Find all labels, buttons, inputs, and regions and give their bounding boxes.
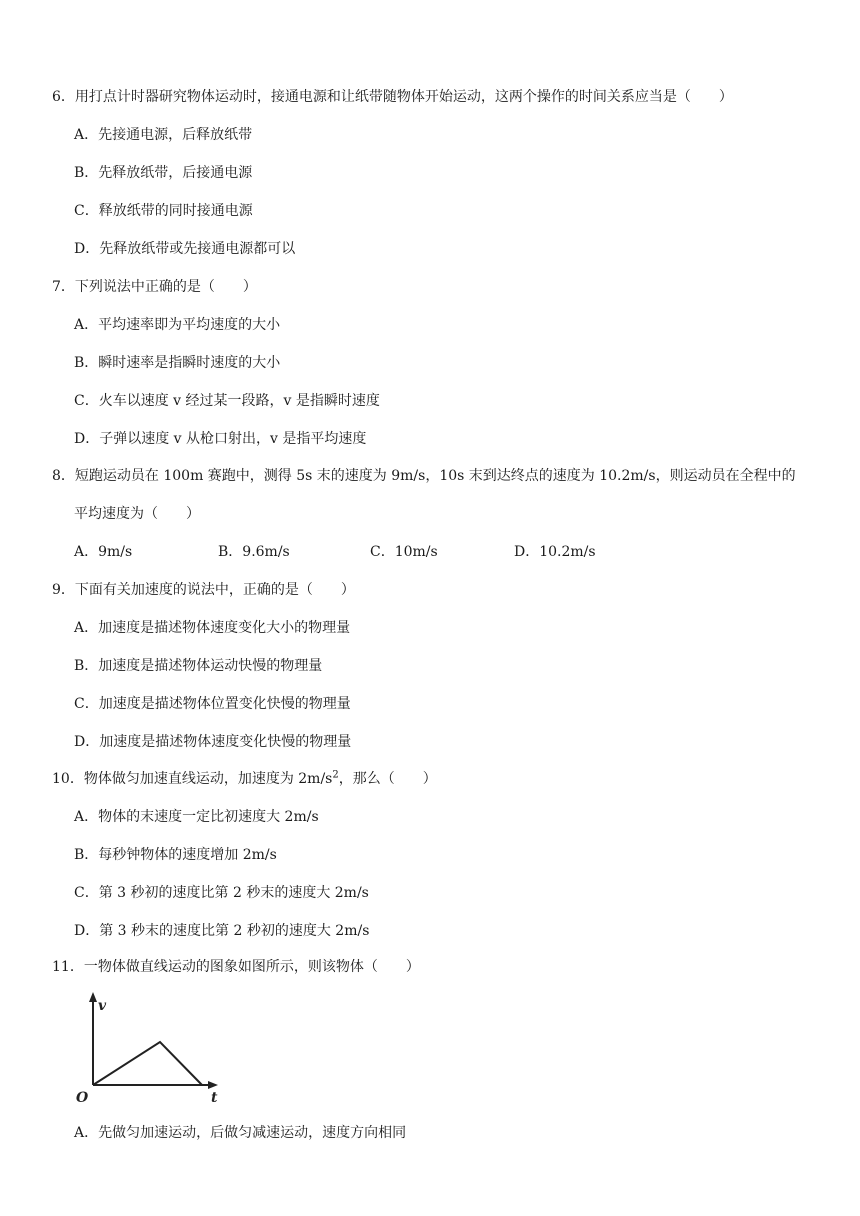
question-8-stem-continued: 平均速度为（ ） [74,506,200,522]
question-10-option-c: C．第 3 秒初的速度比第 2 秒末的速度大 2m/s [74,885,369,901]
question-9-option-d: D．加速度是描述物体速度变化快慢的物理量 [74,734,352,750]
question-6-option-d: D．先释放纸带或先接通电源都可以 [74,241,296,257]
v-axis-arrow [89,992,97,1002]
question-8-option-c: C．10m/s [370,544,438,560]
question-9-option-a: A．加速度是描述物体速度变化大小的物理量 [74,620,351,636]
question-10-stem [52,770,437,788]
question-6-stem: 6．用打点计时器研究物体运动时，接通电源和让纸带随物体开始运动，这两个操作的时间关系应当是（ ） [52,89,733,105]
question-11-option-a: A．先做匀加速运动，后做匀减速运动，速度方向相同 [74,1125,407,1141]
question-10-stem-tail: ，那么（ ） [338,771,437,787]
question-9-option-b: B．加速度是描述物体运动快慢的物理量 [74,658,323,674]
question-6-option-a: A．先接通电源，后释放纸带 [74,127,253,143]
question-7-option-b: B．瞬时速率是指瞬时速度的大小 [74,355,281,371]
question-6-option-b: B．先释放纸带，后接通电源 [74,165,253,181]
question-7-option-d: D．子弹以速度 v 从枪口射出，v 是指平均速度 [74,431,367,447]
question-10-option-a: A．物体的末速度一定比初速度大 2m/s [74,809,319,825]
origin-label: O [76,1090,89,1106]
t-axis-arrow [208,1081,218,1089]
question-9-option-c: C．加速度是描述物体位置变化快慢的物理量 [74,696,351,712]
question-11-stem: 11．一物体做直线运动的图象如图所示，则该物体（ ） [52,959,420,975]
question-7-option-c: C．火车以速度 v 经过某一段路，v 是指瞬时速度 [74,393,380,409]
velocity-time-graph [70,990,230,1106]
question-10-option-b: B．每秒钟物体的速度增加 2m/s [74,847,277,863]
v-axis-label: v [98,998,107,1014]
question-8-stem: 8．短跑运动员在 100m 赛跑中，测得 5s 末的速度为 9m/s，10s 末到达终点的速度为 10.2m/s，则运动员在全程中的 [52,468,796,484]
question-7-option-a: A．平均速率即为平均速度的大小 [74,317,281,333]
question-6-option-c: C．释放纸带的同时接通电源 [74,203,253,219]
question-10-stem-main: 10．物体做匀加速直线运动，加速度为 2m/s [52,771,333,787]
question-8-option-a: A．9m/s [74,544,133,560]
question-10-stem-superscript: 2 [332,769,339,781]
t-axis-label: t [211,1090,218,1106]
question-8-option-d: D．10.2m/s [514,544,596,560]
question-10-option-d: D．第 3 秒末的速度比第 2 秒初的速度大 2m/s [74,923,370,939]
question-9-stem: 9．下面有关加速度的说法中，正确的是（ ） [52,582,355,598]
question-8-option-b: B．9.6m/s [218,544,290,560]
velocity-line [93,1042,202,1085]
question-7-stem: 7．下列说法中正确的是（ ） [52,279,257,295]
